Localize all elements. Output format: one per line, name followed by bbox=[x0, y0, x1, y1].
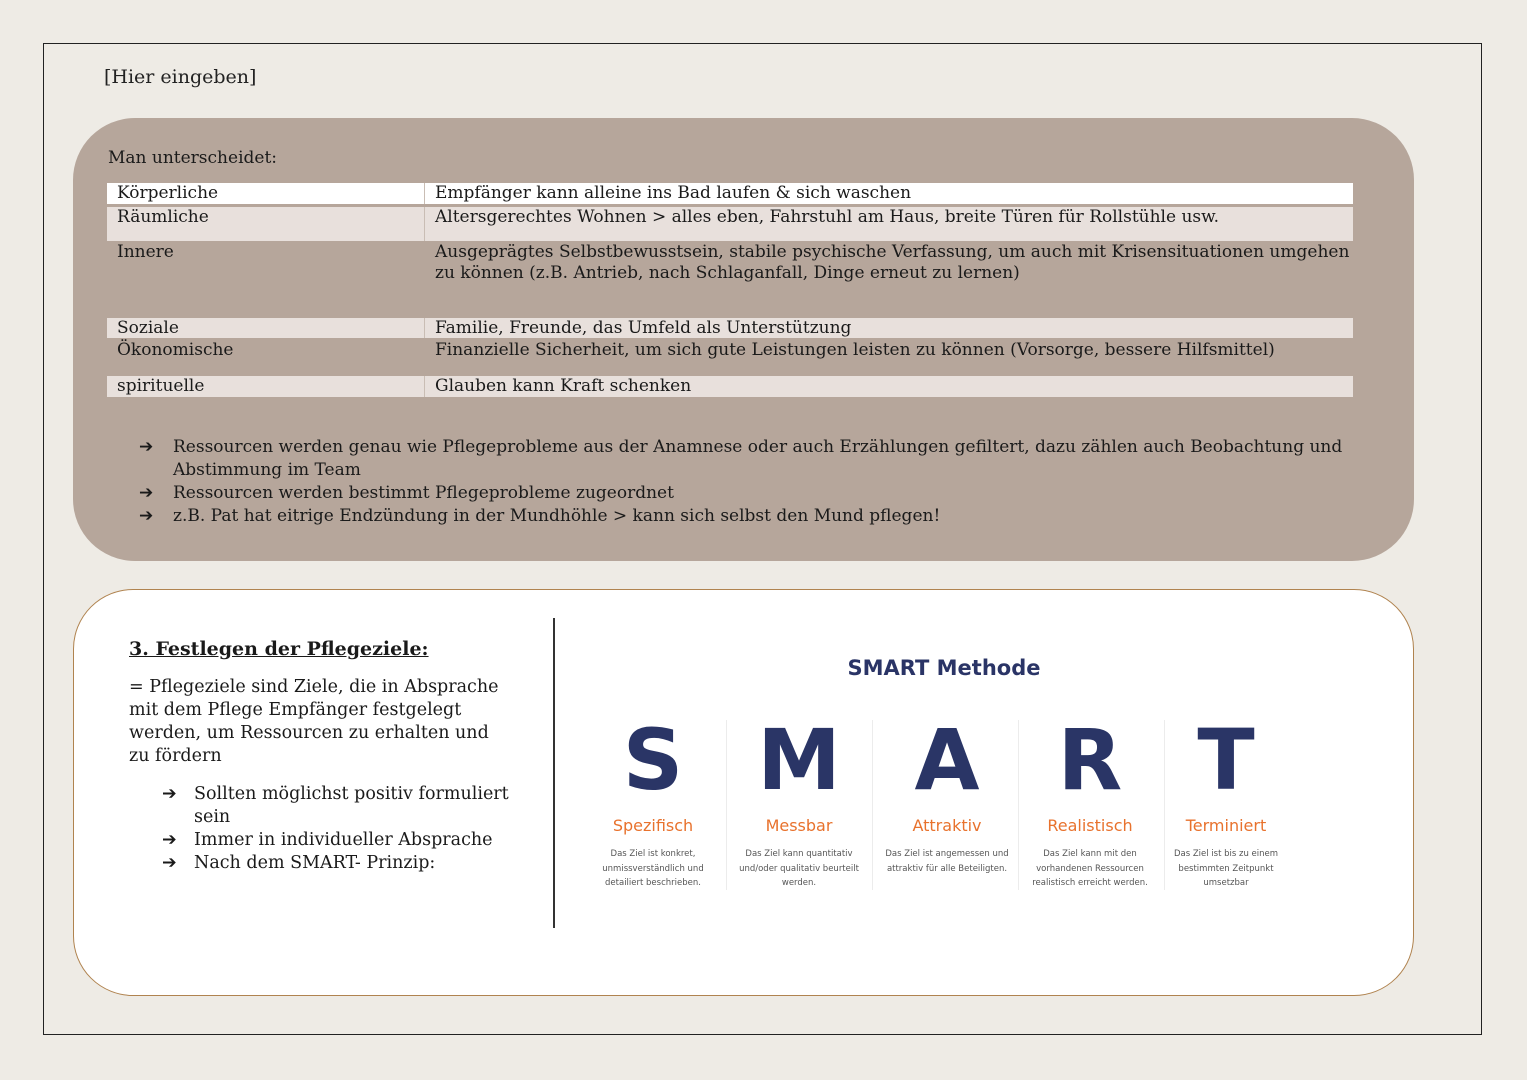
list-item: ➔ z.B. Pat hat eitrige Endzündung in der Mundhöhle > kann sich selbst den Mund pflegen! bbox=[139, 506, 941, 526]
goals-bullet-list bbox=[162, 783, 522, 875]
arrow-right-icon: ➔ bbox=[139, 506, 154, 526]
resource-type: Ökonomische bbox=[117, 340, 234, 360]
table-row bbox=[107, 207, 1353, 241]
resources-table bbox=[107, 183, 1353, 397]
section-title: 3. Festlegen der Pflegeziele: bbox=[129, 638, 429, 660]
smart-word: Realistisch bbox=[1047, 816, 1133, 835]
list-item: ➔ Sollten möglichst positiv formuliert sein bbox=[162, 784, 509, 827]
list-item: ➔ Immer in individueller Absprache bbox=[162, 830, 493, 850]
resources-panel bbox=[73, 118, 1414, 561]
smart-word: Messbar bbox=[765, 816, 833, 835]
resource-description: Ausgeprägtes Selbstbewusstsein, stabile psychische Verfassung, um auch mit Krisensituationen umgehen zu können (z.B. Antrieb, nach Schlaganfall, Dinge erneut zu lernen) bbox=[435, 242, 1350, 283]
table-row bbox=[107, 338, 1353, 376]
smart-word: Terminiert bbox=[1185, 816, 1267, 835]
header-placeholder[interactable]: [Hier eingeben] bbox=[104, 66, 257, 88]
column-separator bbox=[1018, 720, 1019, 890]
smart-letter: M bbox=[757, 711, 841, 809]
list-item: ➔ Nach dem SMART- Prinzip: bbox=[162, 853, 436, 873]
resource-description: Glauben kann Kraft schenken bbox=[424, 376, 1353, 397]
smart-column-m bbox=[729, 710, 869, 891]
resource-description: Altersgerechtes Wohnen > alles eben, Fahrstuhl am Haus, breite Türen für Rollstühle usw. bbox=[424, 207, 1353, 241]
resource-description: Finanzielle Sicherheit, um sich gute Leistungen leisten zu können (Vorsorge, bessere Hilfsmittel) bbox=[435, 340, 1275, 360]
document-page bbox=[43, 43, 1482, 1035]
goals-panel bbox=[73, 589, 1414, 996]
resource-type: spirituelle bbox=[117, 376, 205, 396]
resources-bullet-list bbox=[139, 436, 1369, 528]
smart-column-t bbox=[1156, 710, 1296, 891]
table-row bbox=[107, 183, 1353, 204]
table-row bbox=[107, 318, 1353, 338]
smart-description: Das Ziel ist angemessen und attraktiv für alle Beteiligten. bbox=[885, 849, 1009, 874]
column-separator bbox=[872, 720, 873, 890]
arrow-right-icon: ➔ bbox=[139, 483, 154, 503]
smart-word: Spezifisch bbox=[612, 816, 694, 835]
smart-description: Das Ziel kann mit den vorhandenen Ressourcen realistisch erreicht werden. bbox=[1032, 849, 1148, 888]
smart-description: Das Ziel ist konkret, unmissverständlich und detailiert beschrieben. bbox=[602, 849, 704, 888]
resource-type: Körperliche bbox=[117, 183, 219, 203]
smart-word: Attraktiv bbox=[912, 816, 982, 835]
resource-description: Familie, Freunde, das Umfeld als Unterstützung bbox=[424, 318, 1353, 338]
column-separator bbox=[726, 720, 727, 890]
smart-letter: A bbox=[914, 711, 980, 809]
smart-letter: T bbox=[1197, 711, 1255, 809]
resource-type: Räumliche bbox=[117, 207, 209, 227]
resources-intro: Man unterscheidet: bbox=[108, 148, 278, 168]
vertical-divider bbox=[553, 618, 555, 928]
smart-letter: R bbox=[1057, 711, 1123, 809]
arrow-right-icon: ➔ bbox=[162, 784, 177, 804]
list-item: ➔ Ressourcen werden bestimmt Pflegeprobleme zugeordnet bbox=[139, 483, 674, 503]
smart-title: SMART Methode bbox=[847, 656, 1041, 680]
smart-column-r bbox=[1020, 710, 1160, 891]
arrow-right-icon: ➔ bbox=[162, 853, 177, 873]
smart-description: Das Ziel kann quantitativ und/oder qualitativ beurteilt werden. bbox=[739, 849, 859, 888]
table-row bbox=[107, 241, 1353, 318]
arrow-right-icon: ➔ bbox=[162, 830, 177, 850]
table-row bbox=[107, 376, 1353, 397]
smart-column-s bbox=[583, 710, 723, 891]
resource-type: Innere bbox=[117, 242, 174, 262]
section-description: = Pflegeziele sind Ziele, die in Absprache mit dem Pflege Empfänger festgelegt werden, um Ressourcen zu erhalten und zu fördern bbox=[129, 677, 499, 766]
smart-letter: S bbox=[622, 711, 684, 809]
arrow-right-icon: ➔ bbox=[139, 437, 154, 457]
smart-description: Das Ziel ist bis zu einem bestimmten Zeitpunkt umsetzbar bbox=[1173, 849, 1279, 888]
resource-description: Empfänger kann alleine ins Bad laufen & sich waschen bbox=[424, 183, 1353, 204]
resource-type: Soziale bbox=[117, 318, 179, 338]
list-item: ➔ Ressourcen werden genau wie Pflegeprobleme aus der Anamnese oder auch Erzählungen gefiltert, dazu zählen auch Beobachtung und Abstimmung im Team bbox=[139, 437, 1343, 480]
smart-column-a bbox=[877, 710, 1017, 876]
